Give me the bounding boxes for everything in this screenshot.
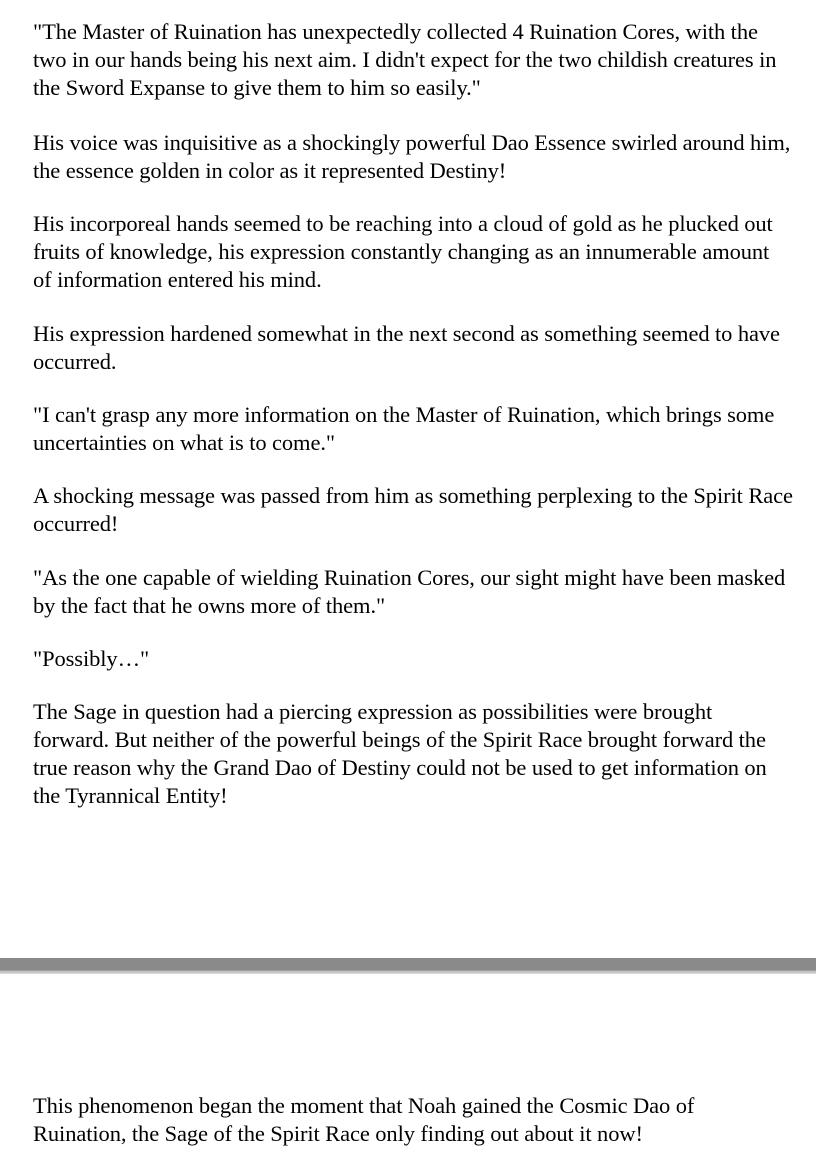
- page-divider: [0, 958, 816, 974]
- paragraph-6: A shocking message was passed from him as something perplexing to the Spirit Race occurred!: [33, 483, 793, 536]
- paragraph-2: His voice was inquisitive as a shockingly powerful Dao Essence swirled around him, the essence golden in color as it represented Destiny!: [33, 130, 791, 183]
- paragraph-3: His incorporeal hands seemed to be reaching into a cloud of gold as he plucked out fruits of knowledge, his expression constantly changing as an innumerable amount of information entered his mind.: [33, 211, 773, 292]
- page-bottom: [0, 974, 816, 1158]
- paragraph-10: This phenomenon began the moment that Noah gained the Cosmic Dao of Ruination, the Sage of the Spirit Race only finding out about it now!: [33, 1093, 695, 1146]
- paragraph-9: The Sage in question had a piercing expression as possibilities were brought forward. But neither of the powerful beings of the Spirit Race brought forward the true reason why the Grand Dao of Destiny could not be used to get information on the Tyrannical Entity!: [33, 699, 767, 808]
- paragraph-5: "I can't grasp any more information on the Master of Ruination, which brings some uncertainties on what is to come.": [33, 402, 775, 455]
- paragraph-4: His expression hardened somewhat in the next second as something seemed to have occurred.: [33, 321, 780, 374]
- paragraph-8: "Possibly…": [33, 646, 150, 671]
- paragraph-1: "The Master of Ruination has unexpectedly collected 4 Ruination Cores, with the two in our hands being his next aim. I didn't expect for the two childish creatures in the Sword Expanse to give them to him so easily.": [33, 19, 777, 100]
- paragraph-7: "As the one capable of wielding Ruination Cores, our sight might have been masked by the fact that he owns more of them.": [33, 565, 786, 618]
